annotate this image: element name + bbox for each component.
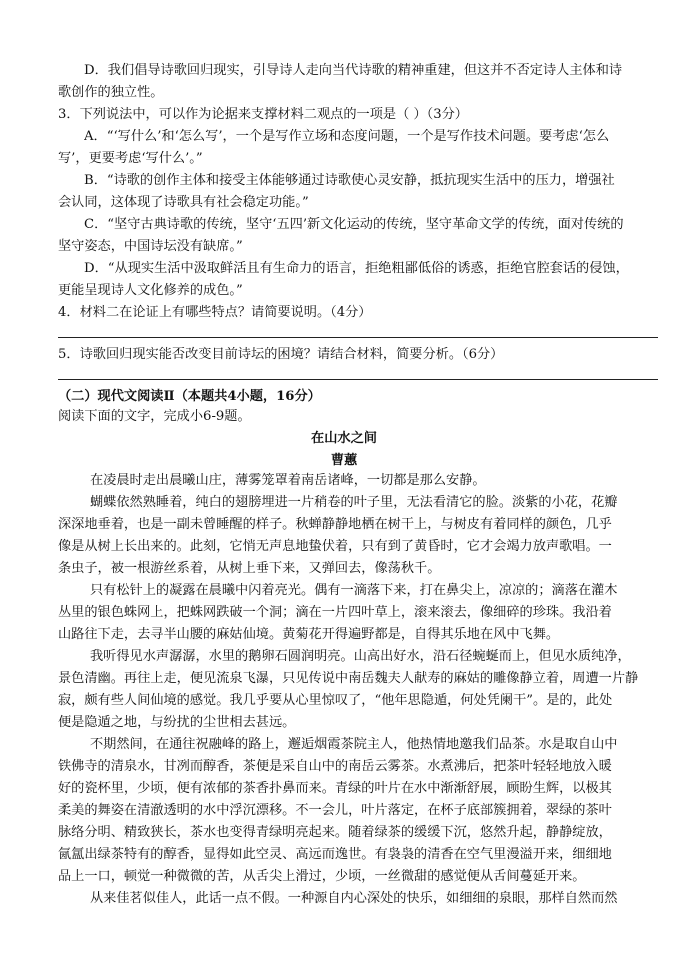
passage-p4-line2: 景色清幽。再往上走，便见流泉飞瀑，只见传说中南岳魏夫人献寿的麻姑的雕像静立着，周遭一片静 bbox=[58, 671, 639, 686]
passage-p2-line2: 深深地垂着，也是一副未曾睡醒的样子。秋蝉静静地栖在树干上，与树皮有着同样的颜色，几乎 bbox=[58, 517, 612, 532]
passage-p4-line4: 便是隐遁之地，与纷扰的尘世相去甚远。 bbox=[58, 715, 296, 730]
q2-option-d-line1: D．我们倡导诗歌回归现实，引导诗人走向当代诗歌的精神重建，但这并不否定诗人主体和诗 bbox=[84, 63, 623, 78]
section-heading: （二）现代文阅读Ⅱ（本题共4小题，16分） bbox=[58, 389, 321, 404]
q5-answer-line bbox=[58, 379, 658, 380]
passage-p5-line7: 品上一口，顿觉一种微微的苦，从舌尖上滑过，少顷，一丝微甜的感觉便从舌间蔓延开来。 bbox=[58, 869, 586, 884]
q3-option-c-line1: C．“坚守古典诗歌的传统，坚守‘五四’新文化运动的传统，坚守革命文学的传统，面对传统的 bbox=[84, 217, 624, 232]
passage-p3-line1: 只有松针上的凝露在晨曦中闪着亮光。偶有一滴落下来，打在鼻尖上，凉凉的；滴落在灌木 bbox=[90, 583, 618, 598]
q3-option-b-line2: 会认同，这体现了诗歌具有社会稳定功能。” bbox=[58, 195, 309, 210]
passage-p4-line1: 我听得见水声潺潺，水里的鹅卵石圆润明亮。山高出好水，沿石径蜿蜒而上，但见水质纯净， bbox=[90, 649, 631, 664]
passage-title: 在山水之间 bbox=[311, 431, 377, 446]
passage-p2-line4: 条虫子，被一根游丝系着，从树上垂下来，又弹回去，像荡秋千。 bbox=[58, 561, 441, 576]
passage-p5-line1: 不期然间，在通往祝融峰的路上，邂逅烟霞茶院主人，他热情地邀我们品茶。水是取自山中 bbox=[90, 737, 618, 752]
passage-p5-line5: 脉络分明、精致狭长，茶水也变得青绿明亮起来。随着绿茶的缓缓下沉，悠然升起，静静绽放， bbox=[58, 825, 612, 840]
passage-paragraph-1: 在凌晨时走出晨曦山庄，薄雾笼罩着南岳诸峰，一切都是那么安静。 bbox=[90, 473, 486, 488]
q3-option-a-line2: 写’，更要考虑‘写什么’。” bbox=[58, 151, 203, 166]
section-instruction: 阅读下面的文字，完成小6-9题。 bbox=[58, 409, 251, 424]
passage-p5-line4: 柔美的舞姿在清澈透明的水中浮沉漂移。不一会儿，叶片落定，在杯子底部簇拥着，翠绿的茶叶 bbox=[58, 803, 612, 818]
q3-stem: 3．下列说法中，可以作为论据来支撑材料二观点的一项是（ ）（3分） bbox=[58, 107, 468, 122]
q3-option-b-line1: B．“诗歌的创作主体和接受主体能够通过诗歌使心灵安静，抵抗现实生活中的压力，增强社 bbox=[84, 173, 615, 188]
q3-option-d-line1: D．“从现实生活中汲取鲜活且有生命力的语言，拒绝粗鄙低俗的诱惑，拒绝官腔套话的侵蚀， bbox=[84, 261, 629, 276]
passage-p2-line3: 像是从树上长出来的。此刻，它悄无声息地蛰伏着，只有到了黄昏时，它才会竭力放声歌唱。一 bbox=[58, 539, 612, 554]
passage-p2-line1: 蝴蝶依然熟睡着，纯白的翅膀埋进一片稍卷的叶子里，无法看清它的脸。淡紫的小花，花瓣 bbox=[90, 495, 618, 510]
passage-p6-line1: 从来佳茗似佳人，此话一点不假。一种源自内心深处的快乐，如细细的泉眼，那样自然而然 bbox=[90, 891, 618, 906]
passage-p5-line6: 氤氲出绿茶特有的醇香，显得如此空灵、高远而逸世。有袅袅的清香在空气里漫溢开来，细细地 bbox=[58, 847, 612, 862]
q5-stem: 5．诗歌回归现实能否改变目前诗坛的困境？请结合材料，简要分析。（6分） bbox=[58, 347, 504, 362]
passage-p4-line3: 寂，颇有些人间仙境的感觉。我几乎要从心里惊叹了，“他年思隐遁，何处凭阑干”。是的，此处 bbox=[58, 693, 613, 708]
q4-answer-line bbox=[58, 337, 658, 338]
passage-author: 曹蕙 bbox=[330, 453, 358, 468]
q4-stem: 4．材料二在论证上有哪些特点？请简要说明。（4分） bbox=[58, 305, 372, 320]
q3-option-a-line1: A．“‘写什么’和‘怎么写’，一个是写作立场和态度问题，一个是写作技术问题。要考虑‘怎么 bbox=[84, 129, 610, 144]
passage-p5-line3: 好的瓷杯里，少顷，便有浓郁的茶香扑鼻而来。青绿的叶片在水中渐渐舒展，顾盼生辉，以极其 bbox=[58, 781, 612, 796]
passage-p5-line2: 铁佛寺的清泉水，甘冽而醇香，茶便是采自山中的南岳云雾茶。水煮沸后，把茶叶轻轻地放入暖 bbox=[58, 759, 612, 774]
q2-option-d-line2: 歌创作的独立性。 bbox=[58, 85, 164, 100]
passage-p3-line3: 山路往下走，去寻半山腰的麻姑仙境。黄菊花开得遍野都是，自得其乐地在风中飞舞。 bbox=[58, 627, 560, 642]
q3-option-d-line2: 更能呈现诗人文化修养的成色。” bbox=[58, 283, 243, 298]
q3-option-c-line2: 坚守姿态，中国诗坛没有缺席。” bbox=[58, 239, 243, 254]
passage-p3-line2: 丛里的银色蛛网上，把蛛网跌破一个洞；滴在一片四叶草上，滚来滚去，像细碎的珍珠。我沿着 bbox=[58, 605, 612, 620]
